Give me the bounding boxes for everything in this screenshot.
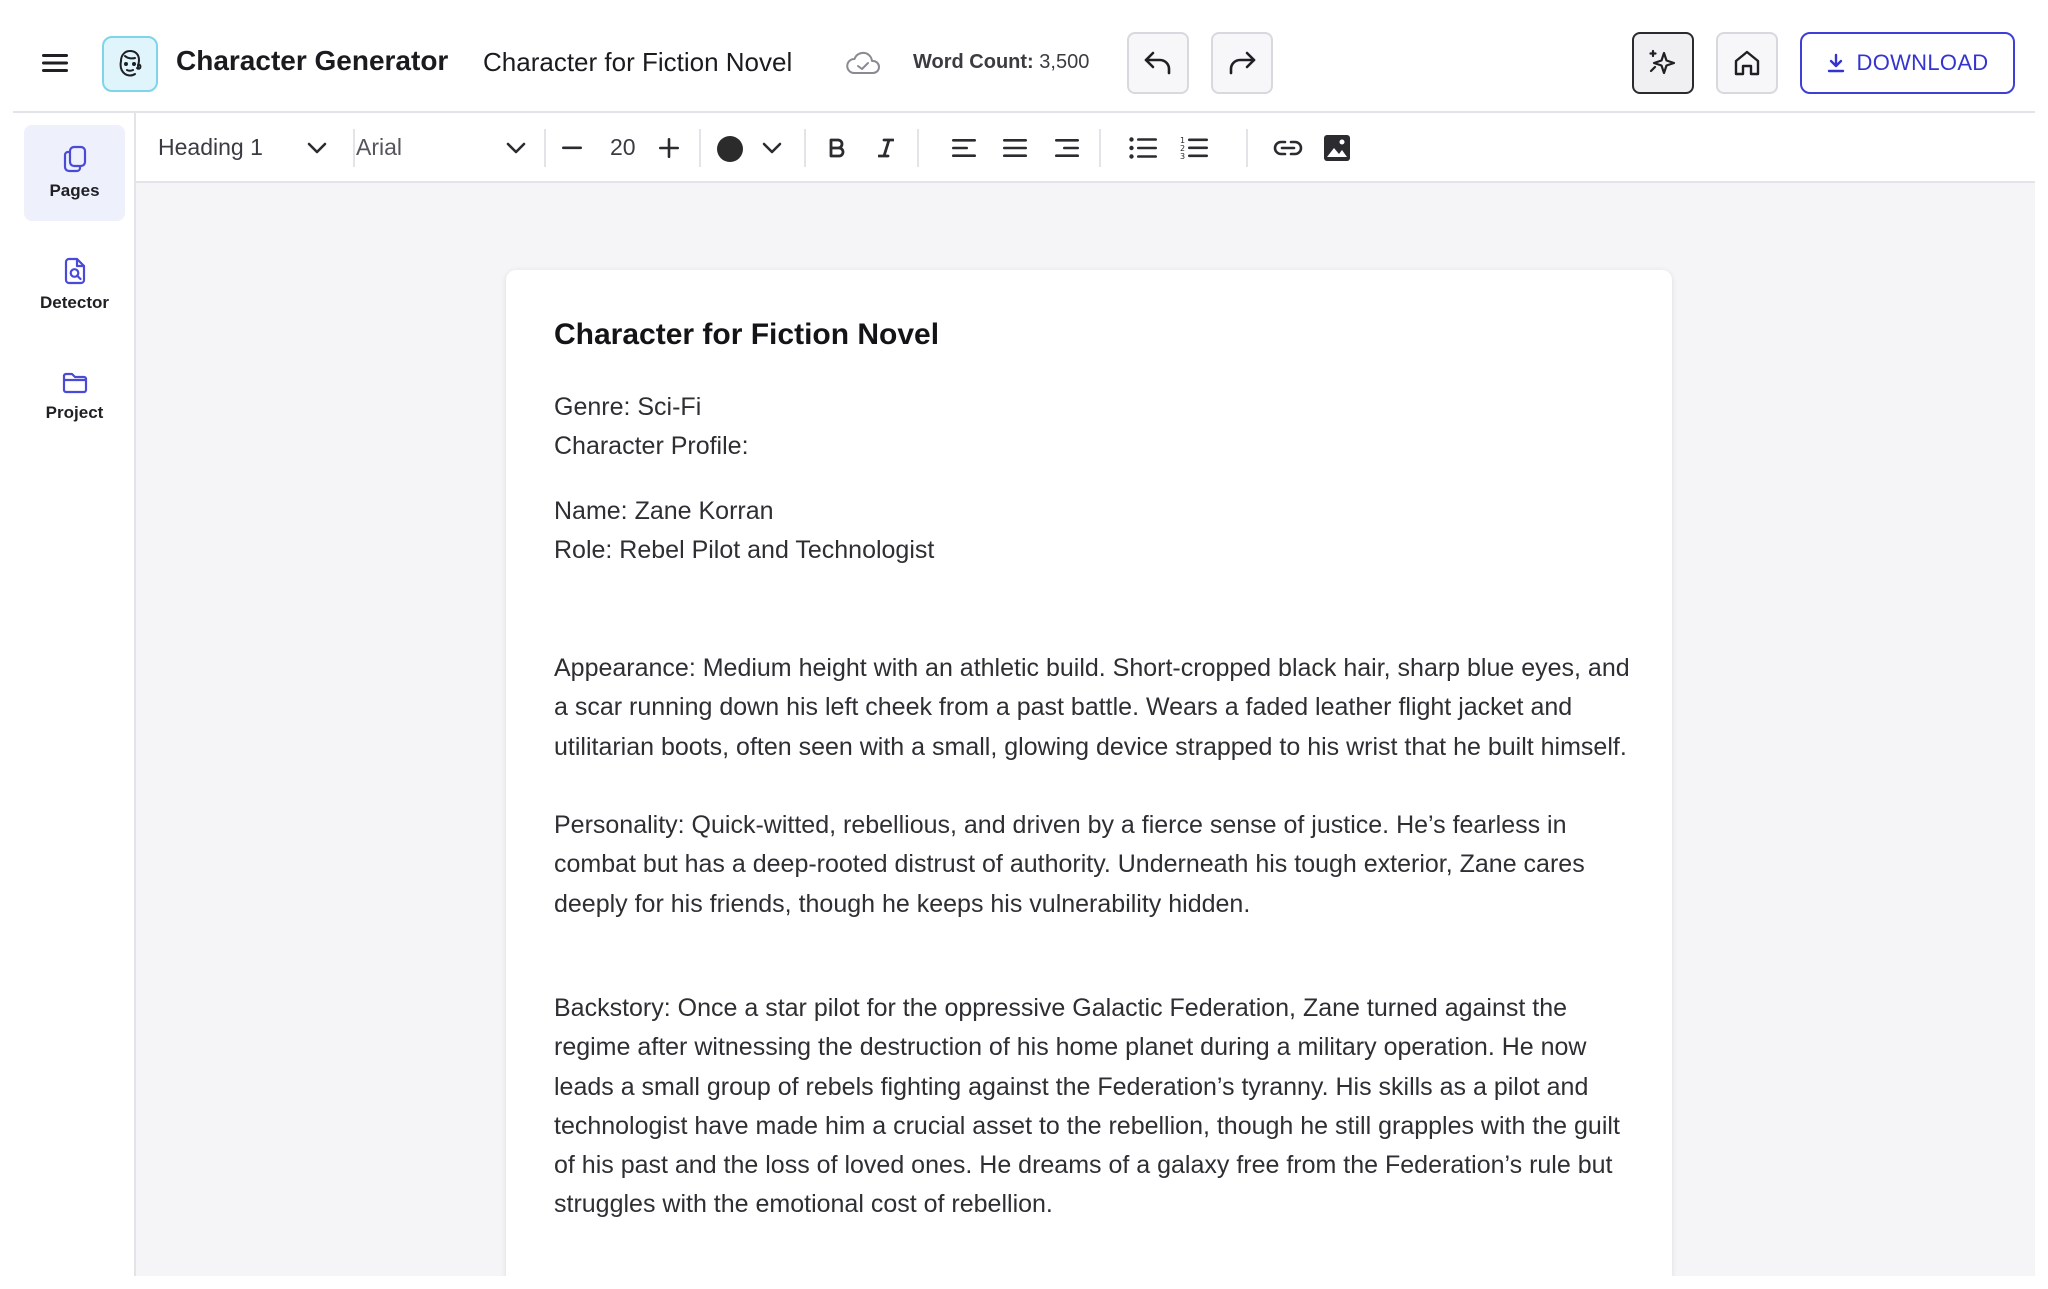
home-button[interactable]	[1716, 32, 1778, 94]
svg-text:1: 1	[1180, 136, 1186, 145]
toolbar-divider	[699, 129, 701, 167]
toolbar-divider	[917, 129, 919, 167]
increase-font-size-button[interactable]	[654, 133, 684, 163]
home-icon	[1732, 48, 1762, 78]
align-left-icon	[952, 138, 976, 158]
name-line: Name: Zane Korran	[554, 497, 774, 525]
bullet-list-icon	[1129, 137, 1157, 159]
window-bottom-edge	[0, 1276, 2048, 1289]
sidebar-item-detector[interactable]	[24, 237, 125, 333]
word-count-value: 3,500	[1039, 51, 1090, 73]
cloud-saved-icon	[845, 50, 881, 76]
style-select-toggle[interactable]	[302, 133, 332, 163]
character-logo-icon	[113, 47, 147, 81]
sidebar-item-project[interactable]	[24, 349, 125, 445]
image-icon	[1324, 135, 1350, 161]
plus-icon	[659, 138, 679, 158]
sidebar	[13, 113, 136, 1276]
align-right-button[interactable]	[1052, 133, 1082, 163]
toolbar-divider	[1246, 129, 1248, 167]
bold-icon	[829, 138, 845, 158]
italic-icon	[878, 138, 894, 158]
sidebar-item-label: Project	[45, 403, 104, 422]
word-count-label: Word Count:	[913, 51, 1034, 73]
font-size-value[interactable]: 20	[610, 134, 636, 160]
ai-assist-button[interactable]	[1632, 32, 1694, 94]
chevron-down-icon	[506, 142, 526, 154]
word-count	[913, 51, 1089, 74]
chevron-down-icon	[307, 142, 327, 154]
insert-image-button[interactable]	[1322, 133, 1352, 163]
app-logo	[102, 36, 158, 92]
menu-icon	[42, 52, 68, 74]
document-page[interactable]	[506, 270, 1672, 1276]
font-select[interactable]: Arial	[356, 134, 403, 160]
svg-text:3: 3	[1180, 152, 1186, 160]
personality-paragraph: Personality: Quick-witted, rebellious, and driven by a fierce sense of justice. He’s fearless in combat but has a deep-rooted distrust of authority. Underneath his tough exterior, Zane cares deeply for his friends, though he keeps his vulnerability hidden.	[554, 811, 1585, 918]
pages-icon	[62, 145, 88, 173]
undo-icon	[1142, 49, 1174, 77]
document-heading: Character for Fiction Novel	[554, 318, 940, 351]
align-right-icon	[1055, 138, 1079, 158]
undo-button[interactable]	[1127, 32, 1189, 94]
role-line: Role: Rebel Pilot and Technologist	[554, 536, 935, 564]
chevron-down-icon	[762, 142, 782, 154]
decrease-font-size-button[interactable]	[557, 133, 587, 163]
svg-text:2: 2	[1180, 144, 1186, 153]
redo-button[interactable]	[1211, 32, 1273, 94]
link-icon	[1273, 140, 1303, 156]
toolbar-divider	[1099, 129, 1101, 167]
toolbar-divider	[353, 129, 355, 167]
appearance-paragraph: Appearance: Medium height with an athletic build. Short-cropped black hair, sharp blue eyes, and a scar running down his left cheek from a past battle. Wears a faded leather flight jacket and utilitarian boots, often seen with a small, glowing device strapped to his wrist that he built himself.	[554, 654, 1630, 761]
numbered-list-icon	[1180, 136, 1208, 160]
genre-line: Genre: Sci-Fi	[554, 393, 702, 421]
download-label: DOWNLOAD	[1856, 50, 1989, 75]
toolbar-divider	[804, 129, 806, 167]
redo-icon	[1226, 49, 1258, 77]
text-color-swatch[interactable]	[714, 133, 746, 165]
formatting-toolbar	[136, 113, 2035, 183]
sidebar-item-label: Pages	[49, 181, 100, 200]
save-status	[843, 47, 883, 79]
app-title: Character Generator	[176, 45, 449, 76]
text-color-toggle[interactable]	[757, 133, 787, 163]
ai-sparkle-icon	[1647, 47, 1679, 79]
align-center-button[interactable]	[1000, 133, 1030, 163]
italic-button[interactable]	[871, 133, 901, 163]
toolbar-divider	[544, 129, 546, 167]
sidebar-item-pages[interactable]	[24, 125, 125, 221]
profile-label: Character Profile:	[554, 432, 749, 460]
numbered-list-button[interactable]	[1178, 133, 1210, 163]
app-window	[13, 13, 2035, 1276]
bold-button[interactable]	[822, 133, 852, 163]
folder-icon	[61, 371, 89, 395]
menu-button[interactable]	[37, 45, 73, 81]
download-icon	[1827, 53, 1845, 73]
sidebar-item-label: Detector	[40, 293, 109, 312]
insert-link-button[interactable]	[1271, 133, 1305, 163]
download-button[interactable]	[1800, 32, 2015, 94]
color-circle-icon	[716, 135, 744, 163]
align-center-icon	[1003, 138, 1027, 158]
bullet-list-button[interactable]	[1127, 133, 1159, 163]
font-select-toggle[interactable]	[501, 133, 531, 163]
backstory-paragraph: Backstory: Once a star pilot for the oppressive Galactic Federation, Zane turned against the regime after witnessing the destruction of his home planet during a military operation. He now leads a small group of rebels fighting against the Federation’s tyranny. His skills as a pilot and technologist have made him a crucial asset to the rebellion, though he still grapples with the guilt of his past and the loss of loved ones. He dreams of a galaxy free from the Federation’s rule but struggles with the emotional cost of rebellion.	[554, 994, 1620, 1219]
detector-icon	[62, 257, 88, 285]
style-select[interactable]: Heading 1	[158, 134, 263, 160]
align-left-button[interactable]	[949, 133, 979, 163]
top-bar	[13, 13, 2035, 113]
minus-icon	[562, 146, 582, 150]
document-title[interactable]: Character for Fiction Novel	[483, 47, 793, 77]
